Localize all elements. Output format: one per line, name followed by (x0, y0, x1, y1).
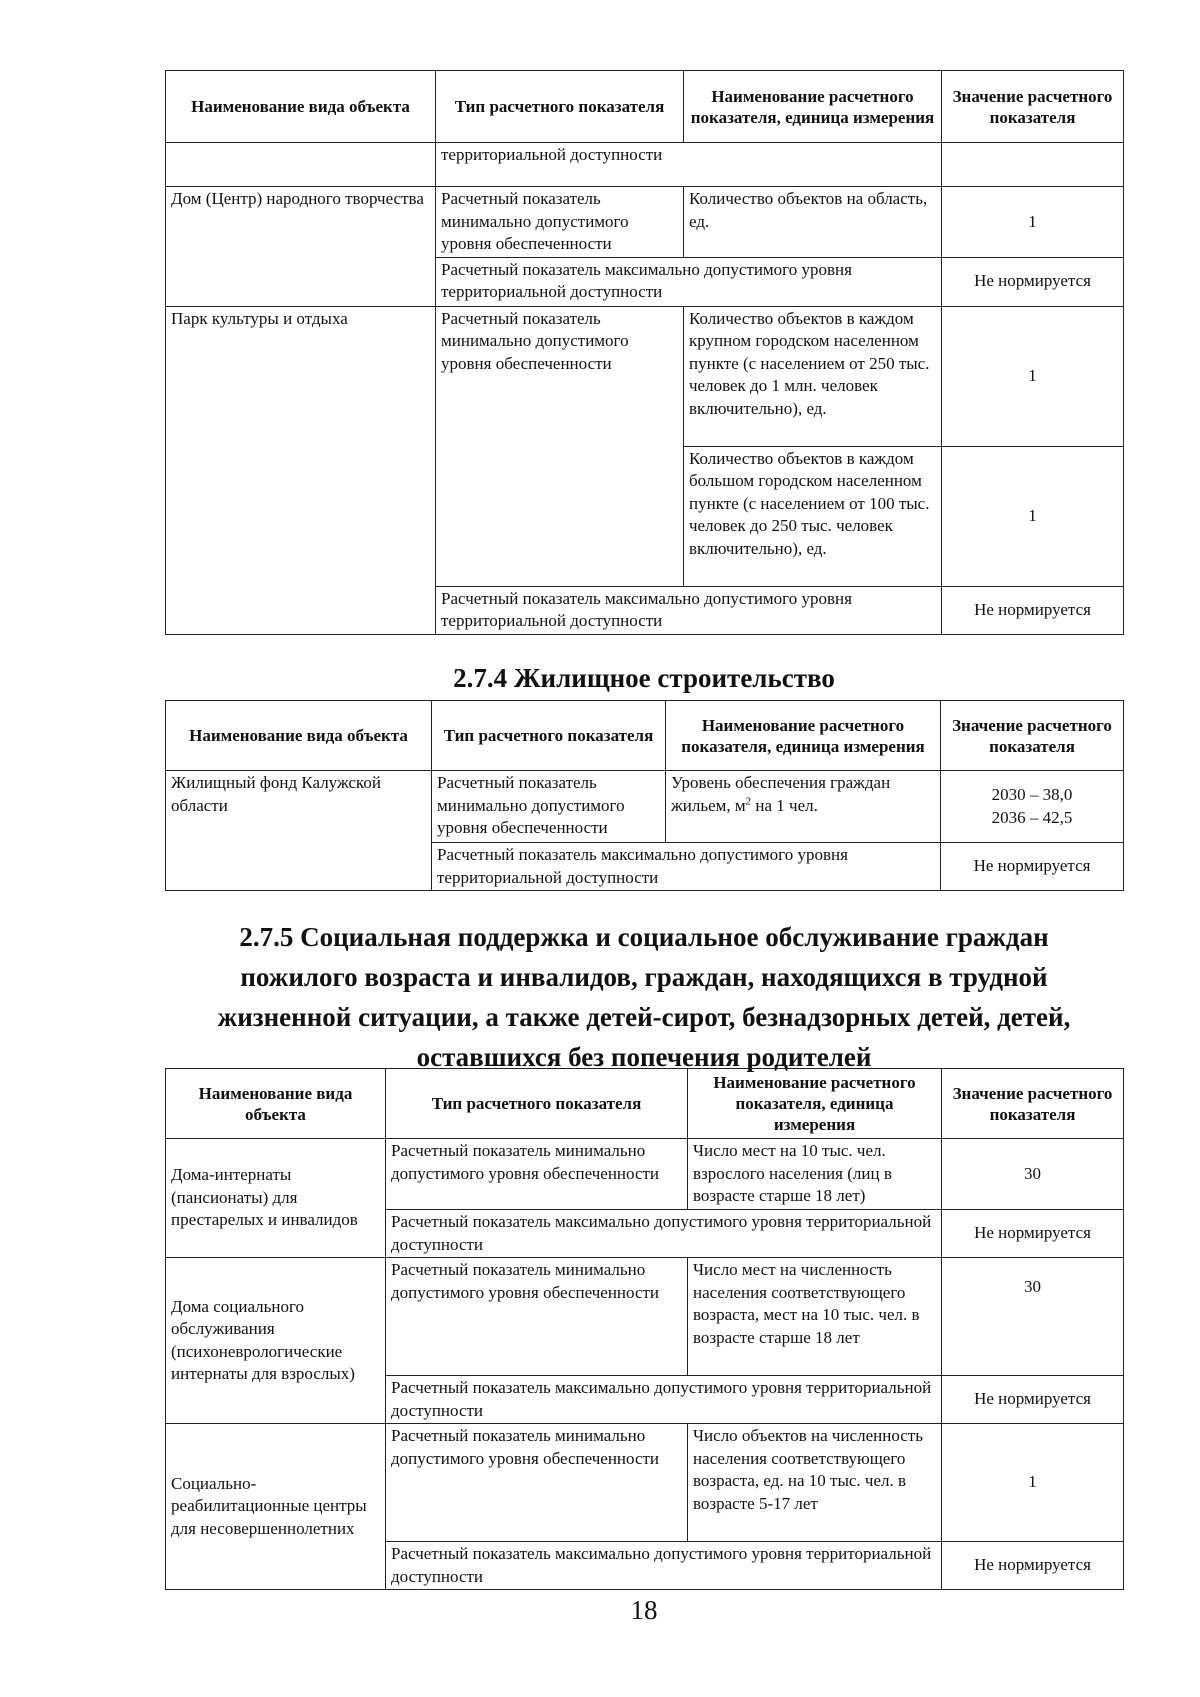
indicator-name: Число мест на численность населения соответствующего возраста, мест на 10 тыс. чел. в возрасте старше 18 лет (688, 1258, 942, 1376)
indicator-type: Расчетный показатель максимально допустимого уровня территориальной доступности (432, 843, 941, 891)
header-indicator-name: Наименование расчетного показателя, единица измерения (684, 71, 942, 143)
indicator-type: Расчетный показатель максимально допустимого уровня территориальной доступности (436, 586, 942, 634)
header-object-type: Наименование вида объекта (166, 701, 432, 771)
indicator-value: 1 (942, 446, 1124, 586)
header-indicator-name: Наименование расчетного показателя, единица измерения (688, 1069, 942, 1139)
continuation-text: территориальной доступности (436, 143, 942, 187)
indicator-name: Число мест на 10 тыс. чел. взрослого населения (лиц в возрасте старше 18 лет) (688, 1139, 942, 1210)
indicator-name: Количество объектов в каждом крупном городском населенном пункте (с населением от 250 тыс. человек до 1 млн. человек включительно), ед. (684, 306, 942, 446)
housing-table (165, 700, 1124, 891)
indicator-type: Расчетный показатель максимально допустимого уровня территориальной доступности (386, 1542, 942, 1590)
indicator-value: 2030 – 38,0 2036 – 42,5 (941, 771, 1124, 843)
indicator-value: Не нормируется (942, 586, 1124, 634)
indicator-value: 30 (942, 1139, 1124, 1210)
header-indicator-type: Тип расчетного показателя (436, 71, 684, 143)
indicator-type: Расчетный показатель минимально допустимого уровня обеспеченности (436, 187, 684, 258)
header-indicator-type: Тип расчетного показателя (386, 1069, 688, 1139)
culture-table (165, 70, 1124, 635)
object-name: Дома социального обслуживания (психоневрологические интернаты для взрослых) (166, 1258, 386, 1424)
page-number: 18 (630, 1595, 658, 1625)
indicator-type: Расчетный показатель минимально допустимого уровня обеспеченности (386, 1424, 688, 1542)
indicator-name: Количество объектов в каждом большом городском населенном пункте (с населением от 100 тыс. человек до 250 тыс. человек включительно), ед. (684, 446, 942, 586)
section-title-2-7-4: 2.7.4 Жилищное строительство (453, 663, 835, 693)
indicator-type: Расчетный показатель минимально допустимого уровня обеспеченности (432, 771, 666, 843)
indicator-value: Не нормируется (941, 843, 1124, 891)
indicator-name: Уровень обеспечения граждан жильем, $м^2$ на 1 чел. (666, 771, 941, 843)
cell-empty (942, 143, 1124, 187)
indicator-value: Не нормируется (942, 1210, 1124, 1258)
cell-empty (166, 143, 436, 187)
object-name: Дома-интернаты (пансионаты) для престарелых и инвалидов (166, 1139, 386, 1258)
header-indicator-value: Значение расчетного показателя (941, 701, 1124, 771)
indicator-value: 1 (942, 1424, 1124, 1542)
header-object-type: Наименование вида объекта (166, 71, 436, 143)
indicator-type: Расчетный показатель максимально допустимого уровня территориальной доступности (386, 1376, 942, 1424)
header-indicator-value: Значение расчетного показателя (942, 1069, 1124, 1139)
indicator-value: 30 (942, 1258, 1124, 1376)
indicator-name: Число объектов на численность населения соответствующего возраста, ед. на 10 тыс. чел. в возрасте 5-17 лет (688, 1424, 942, 1542)
indicator-type: Расчетный показатель максимально допустимого уровня территориальной доступности (436, 257, 942, 306)
object-name: Парк культуры и отдыха (166, 306, 436, 634)
header-indicator-name: Наименование расчетного показателя, единица измерения (666, 701, 941, 771)
indicator-value: 1 (942, 306, 1124, 446)
indicator-value: 1 (942, 187, 1124, 258)
object-name: Социально-реабилитационные центры для несовершеннолетних (166, 1424, 386, 1590)
indicator-type: Расчетный показатель минимально допустимого уровня обеспеченности (386, 1139, 688, 1210)
header-indicator-type: Тип расчетного показателя (432, 701, 666, 771)
indicator-value: Не нормируется (942, 1376, 1124, 1424)
header-object-type: Наименование вида объекта (166, 1069, 386, 1139)
object-name: Жилищный фонд Калужской области (166, 771, 432, 891)
indicator-type: Расчетный показатель максимально допустимого уровня территориальной доступности (386, 1210, 942, 1258)
section-title-2-7-5: 2.7.5 Социальная поддержка и социальное обслуживание граждан пожилого возраста и инвалидов, граждан, находящихся в трудной жизненной ситуации, а также детей-сирот, безнадзорных детей, детей, оставшихся без попечения родителей (217, 922, 1071, 1072)
indicator-value: Не нормируется (942, 1542, 1124, 1590)
social-table (165, 1068, 1124, 1590)
indicator-type: Расчетный показатель минимально допустимого уровня обеспеченности (386, 1258, 688, 1376)
indicator-value: Не нормируется (942, 257, 1124, 306)
indicator-type: Расчетный показатель минимально допустимого уровня обеспеченности (436, 306, 684, 586)
indicator-name: Количество объектов на область, ед. (684, 187, 942, 258)
object-name: Дом (Центр) народного творчества (166, 187, 436, 307)
header-indicator-value: Значение расчетного показателя (942, 71, 1124, 143)
